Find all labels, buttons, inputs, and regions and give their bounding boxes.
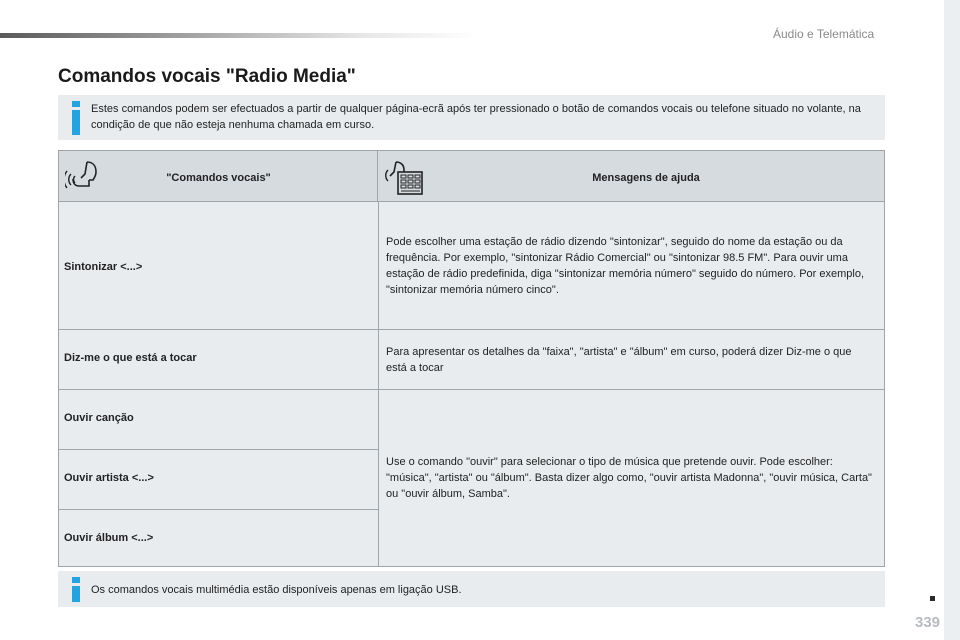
table-row-command: Ouvir artista <...> — [64, 472, 154, 484]
table-header-help — [378, 151, 884, 202]
column-divider — [378, 202, 379, 566]
table-row-command: Ouvir álbum <...> — [64, 532, 154, 544]
table-row-command: Sintonizar <...> — [64, 261, 143, 273]
info-box-top — [58, 95, 885, 140]
info-icon — [72, 577, 80, 602]
header-rule — [0, 33, 480, 38]
voice-commands-table — [58, 150, 885, 567]
row-divider — [59, 329, 884, 330]
page-marker — [930, 596, 935, 601]
info-text-bottom: Os comandos vocais multimédia estão disponíveis apenas em ligação USB. — [91, 584, 462, 596]
info-box-bottom — [58, 571, 885, 607]
table-row-command: Diz-me o que está a tocar — [64, 352, 197, 364]
table-row-help-grouped: Use o comando "ouvir" para selecionar o tipo de música que pretende ouvir. Pode escolher: "música", "artista" ou "álbum". Basta dizer algo como, "ouvir artista Madonna", "ouvir música, Carta" ou "ouvir álbum, Samba". — [386, 456, 872, 500]
table-row-help: Para apresentar os detalhes da "faixa", "artista" e "álbum" em curso, poderá dizer Diz-me o que está a tocar — [386, 346, 852, 374]
info-text-top: Estes comandos podem ser efectuados a partir de qualquer página-ecrã após ter pressionado o botão de comandos vocais ou telefone situado no volante, na condição de que não esteja nenhuma chamada em curso. — [91, 103, 861, 131]
info-icon — [72, 101, 80, 135]
row-divider — [59, 509, 378, 510]
section-title: Áudio e Telemática — [773, 27, 875, 41]
side-strip — [944, 0, 960, 640]
row-divider — [59, 449, 378, 450]
column-header-help: Mensagens de ajuda — [592, 172, 700, 184]
column-header-commands: "Comandos vocais" — [166, 172, 271, 184]
table-row-help: Pode escolher uma estação de rádio dizendo "sintonizar", seguido do nome da estação ou da frequência. Por exemplo, "sintonizar Rádio Comercial" ou "sintonizar 98.5 FM". Para ouvir uma estação de rádio predefinida, diga "sintonizar memória número" seguido do número. Por exemplo, "sintonizar memória número cinco". — [386, 236, 865, 296]
page-number: 339 — [915, 614, 941, 631]
page-title: Comandos vocais "Radio Media" — [58, 66, 356, 87]
row-divider — [59, 389, 884, 390]
table-header-commands — [59, 151, 378, 202]
table-row-command: Ouvir canção — [64, 412, 134, 424]
